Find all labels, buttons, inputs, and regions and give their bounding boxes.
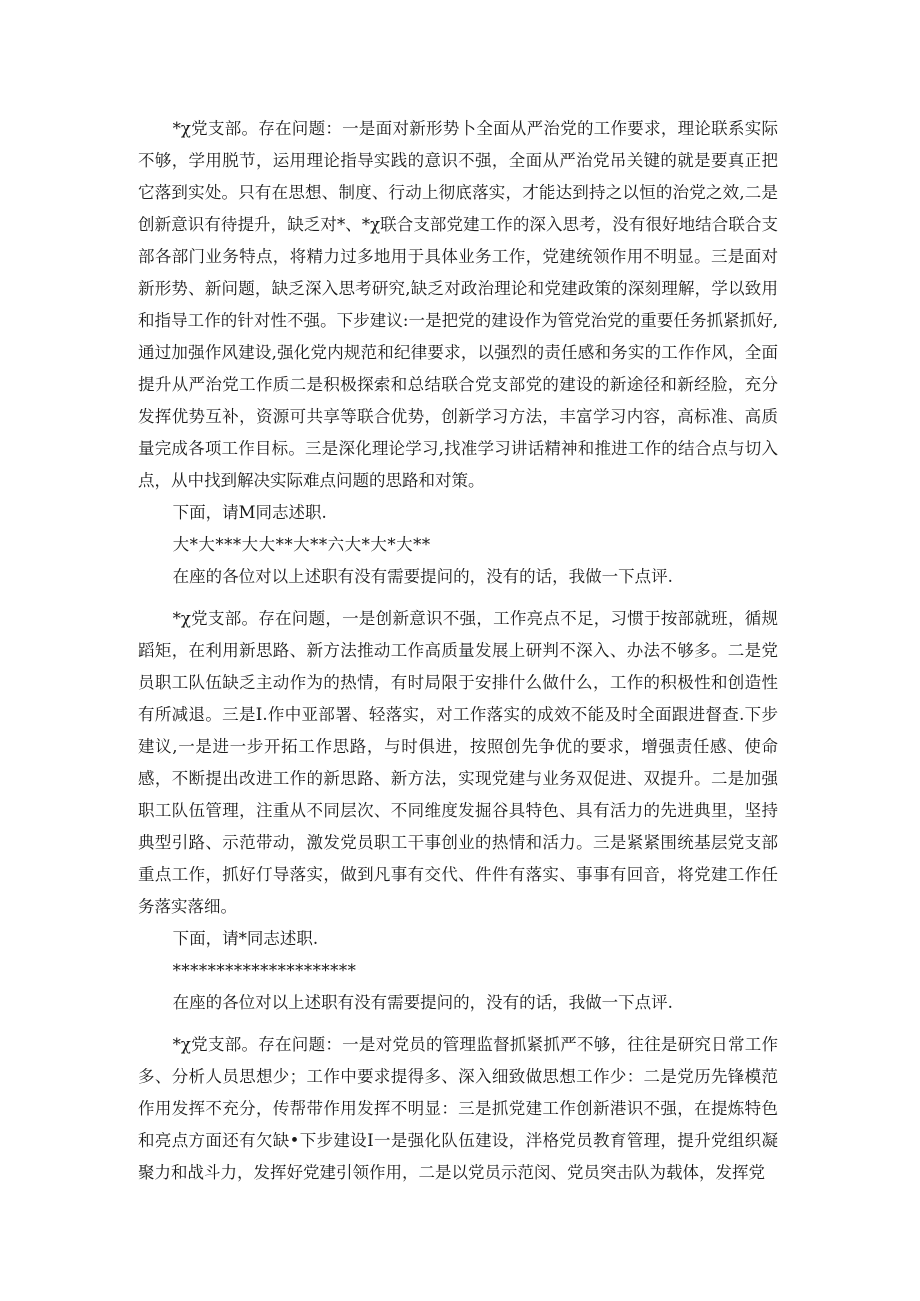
placeholder-line-2: ********************* xyxy=(172,961,357,980)
paragraph-review-1: *χ党支部。存在问题：一是面对新形势卜全面从严治党的工作要求，理论联系实际不够，学用脱节，运用理论指导实践的意识不强，全面从严治党吊关键的就是要真正把它落到实处。只有在思想、制度、行动上彻底落实，才能达到持之以恒的治党之效,二是创新意识有待提升，缺乏对*、*χ联合支部党建工作的深入思考，没有很好地结合联合支部各部门业务特点，将精力过多地用于具体业务工作，党建统领作用不明显。三是面对新形势、新问题，缺乏深入思考研究,缺乏对政治理论和党建政策的深刻理解，学以致用和指导工作的针对性不强。下步建议:一是把党的建设作为管党治党的重要任务抓紧抓好,通过加强作风建设,强化党内规范和纪律要求，以强烈的责任感和务实的工作作风，全面提升从严治党工作质二是积极探索和总结联合党支部党的建设的新途径和新经脸，充分发挥优势互补，资源可共享等联合优势，创新学习方法，丰富学习内容，高标准、高质量完成各项工作目标。三是深化理论学习,找准学习讲话精神和推进工作的结合点与切入点，从中找到解决实际难点问题的思路和对策。 xyxy=(138,119,778,490)
placeholder-line-1: 大*大***大大**大**六大*大*大** xyxy=(172,535,431,554)
paragraph-invite-1: 下面，请M同志述职. xyxy=(172,503,327,522)
paragraph-question-2: 在座的各位对以上述职有没有需要提问的，没有的话，我做一下点评. xyxy=(172,993,673,1012)
paragraph-review-2: *χ党支部。存在问题，一是创新意识不强，工作亮点不足，习惯于按部就班，循规蹈矩，在利用新思路、新方法推动工作高质量发展上研判不深入、办法不够多。二是党员职工队伍缺乏主动作为的热情，有时局限于安排什么做什么，工作的积极性和创造性有所减退。三是I.作中亚部署、轻落实，对工作落实的成效不能及时全面跟进督查.下步建议,一是进一步开拓工作思路，与时俱进，按照创先争优的要求，增强责任感、使命感，不断提出改进工作的新思路、新方法，实现党建与业务双促进、双提升。二是加强职工队伍管理，注重从不同层次、不同维度发掘谷具特色、具有活力的先进典里，坚持典型引路、示范带动，激发党员职工干事创业的热情和活力。三是紧紧围统基层党支部重点工作，抓好仃导落实，做到凡事有交代、件件有落实、事事有回音，将党建工作任务落实落细。 xyxy=(138,609,778,916)
document-body xyxy=(138,113,778,1189)
paragraph-invite-2: 下面，请*同志述职. xyxy=(172,929,319,948)
paragraph-question-1: 在座的各位对以上述职有没有需要提问的，没有的话，我做一下点评. xyxy=(172,567,673,586)
paragraph-review-3: *χ党支部。存在问题：一是对党员的管理监督抓紧抓严不够，往往是研究日常工作多、分析人员思想少；工作中要求提得多、深入细致做思想工作少：二是党历先锋模范作用发挥不充分，传帮带作用发挥不明显：三是抓党建工作创新港识不强，在提炼特色和亮点方面还有欠缺•下步建设I一是强化队伍建设，泮格党员教育管理，提升党组织凝聚力和战斗力，发挥好党建引领作用，二是以党员示范闵、党员突击队为载体，发挥党 xyxy=(138,1035,778,1182)
